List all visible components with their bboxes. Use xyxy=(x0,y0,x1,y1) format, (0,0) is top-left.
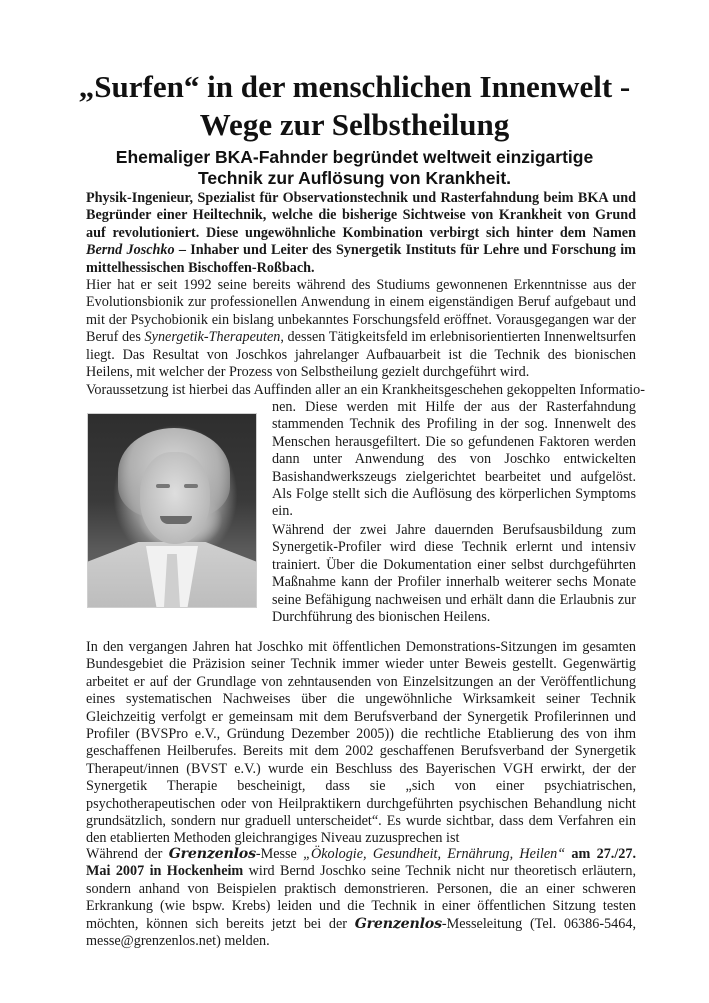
photo-eye-right xyxy=(184,484,198,488)
photo-eye-left xyxy=(156,484,170,488)
fair-title: „Ökologie, Gesundheit, Ernährung, Heilen“ xyxy=(303,846,566,862)
brand-grenzenlos: Grenzenlos xyxy=(168,846,256,862)
headline-line-2: Wege zur Selbstheilung xyxy=(199,107,510,142)
headline-line-1: „Surfen“ in der menschlichen Innenwelt - xyxy=(78,69,631,104)
paragraph-2-continued: nen. Diese werden mit Hilfe der aus der Rasterfahndung stammenden Technik des Profiling in der sog. Innenwelt des Menschen herausgefiltert. Die so gefundenen Faktoren werden dann unter Anwendung des von Joschko entwickelten Basishandwerkszeugs zielgerichtet bearbeitet und aufgelöst. Als Folge stellt sich die Auflösung des körperlichen Symptoms ein. xyxy=(272,399,636,520)
portrait-photo xyxy=(87,413,257,608)
paragraph-5-text-4: wird Bernd Joschko seine Technik nicht nur theoretisch erläutern, sondern anhand von Beispielen praktisch demonstrieren. Personen, die an einer schweren Erkrankung (wie bspw. Krebs) leiden und die Technik in einer öffentlichen Sitzung testen möchten, können sich bereits jetzt bei der xyxy=(86,863,636,932)
phone-number: 06386-5464 xyxy=(563,915,633,932)
paragraph-5-text-1: Während der xyxy=(86,846,169,862)
paragraph-1-italic: Synergetik-Therapeuten xyxy=(144,329,281,346)
subheadline-line-2: Technik zur Auflösung von Krankheit. xyxy=(197,168,512,188)
person-name: Bernd Joschko xyxy=(86,242,175,259)
paragraph-1-text-1: Hier hat er seit 1992 seine bereits während des Studiums gewonnenen Erkenntnisse aus der Evolutionsbionik zur professionellen Anwendung in einem eigenständigen Beruf aufgebaut und mit der Psychobionik ein bislang unbekanntes Forschungsfeld eröffnet. Vorausgegangen war der Beruf des xyxy=(86,277,636,346)
paragraph-1-text-2: , dessen Tätigkeitsfeld im erlebnisorientierten Innenweltsurfen liegt. Das Resultat von Joschkos jahrelanger Aufbauarbeit ist die Technik des bionischen Heilens, mit welcher der Prozess von Selbstheilung gezielt durchgeführt wird. xyxy=(86,329,637,381)
paragraph-5-text-6: , xyxy=(632,915,636,932)
paragraph-5-text-2: -Messe xyxy=(255,846,304,862)
email-address: messe@grenzenlos.net xyxy=(86,933,217,950)
lead-paragraph xyxy=(86,190,636,277)
paragraph-4: In den vergangen Jahren hat Joschko mit öffentlichen Demonstrations-Sitzungen im gesamten Bundesgebiet die Präzision seiner Technik immer wieder unter Beweis gestellt. Gegenwärtig arbeitet er auf der Grundlage von zehntausenden von Einzelsitzungen an der Veröffentlichung eines systematischen Nachweises über die ungewöhnliche Wirksamkeit seiner Technik Gleichzeitig verfolgt er gemeinsam mit dem Berufsverband der Synergetik Profilerinnen und Profiler (BVSPro e.V., Gründung Dezember 2005)) die rechtliche Etablierung des von ihm geschaffenen Heilberufes. Bereits mit dem 2002 geschaffenen Berufsverband der Synergetik Therapeut/innen (BVST e.V.) wurde ein Beschluss des Bayerischen VGH erwirkt, der der Synergetik Therapie bescheinigt, dass sie „sich von einer psychiatrischen, psychotherapeutischen oder von Heilpraktikern durchgeführten psychischen Behandlung nicht grundsätzlich, sondern nur graduell unterscheidet“. Es wurde sichtbar, dass dem Verfahren ein den etablierten Methoden gleichrangiges Niveau zuzusprechen ist xyxy=(86,639,636,847)
paragraph-5-text-5: -Messeleitung (Tel. xyxy=(441,915,564,932)
event-date-place: am 27./27. Mai 2007 in Hockenheim xyxy=(86,846,637,880)
paragraph-1 xyxy=(86,277,636,381)
lead-text-1: Physik-Ingenieur, Spezialist für Observationstechnik und Rasterfahndung beim BKA und Begründer einer Heiltechnik, welche die bisherige Sichtweise von Krankheit von Grund auf revolutioniert. Diese ungewöhnliche Kombination verbirgt sich hinter dem Namen xyxy=(86,190,636,241)
paragraph-5-text-7: ) melden. xyxy=(216,933,270,950)
brand-grenzenlos-2: Grenzenlos xyxy=(354,915,442,932)
paragraph-5 xyxy=(86,846,636,950)
paragraph-2-first-line: Voraussetzung ist hierbei das Auffinden aller an ein Krankheitsgeschehen gekoppelten Informatio- xyxy=(86,382,645,398)
lead-text-2: – Inhaber und Leiter des Synergetik Instituts für Lehre und Forschung im mittelhessischen Bischoffen-Roßbach. xyxy=(86,242,637,276)
photo-mouth xyxy=(160,516,192,524)
photo-face xyxy=(140,452,210,544)
paragraph-3: Während der zwei Jahre dauernden Berufsausbildung zum Synergetik-Profiler wird diese Technik erlernt und intensiv trainiert. Über die Dokumentation einer selbst durchgeführten Maßnahme kann der Profiler innerhalb weiterer sechs Monate seine Befähigung nachweisen und erhält dann die Erlaubnis zur Durchführung des bionischen Heilens. xyxy=(272,522,636,626)
subheadline-line-1: Ehemaliger BKA-Fahnder begründet weltweit einzigartige xyxy=(115,147,594,167)
